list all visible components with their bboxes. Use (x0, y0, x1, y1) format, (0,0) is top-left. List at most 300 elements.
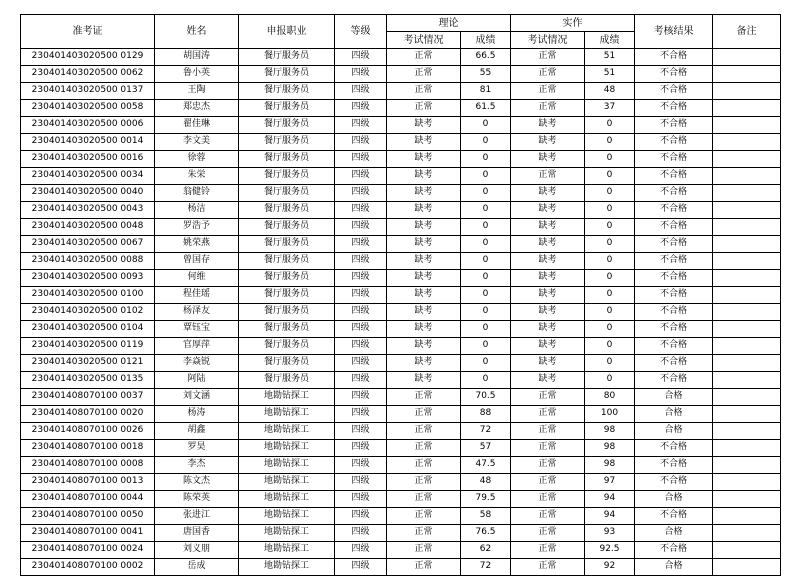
cell-practical-status: 缺考 (511, 287, 585, 304)
cell-occupation: 地勘钻探工 (239, 440, 335, 457)
cell-name: 阿陆 (155, 372, 239, 389)
cell-theory-status: 缺考 (387, 372, 461, 389)
results-table (20, 14, 781, 576)
cell-exam-no: 230401403020500 0093 (21, 270, 155, 287)
cell-result: 不合格 (635, 134, 713, 151)
cell-exam-no: 230401403020500 0006 (21, 117, 155, 134)
table-row (21, 457, 781, 474)
table-body (21, 49, 781, 576)
header-theory-status: 考试情况 (387, 32, 461, 49)
cell-level: 四级 (335, 338, 387, 355)
cell-exam-no: 230401408070100 0024 (21, 542, 155, 559)
cell-occupation: 地勘钻探工 (239, 559, 335, 576)
cell-name: 李杰 (155, 457, 239, 474)
cell-remark (713, 219, 781, 236)
cell-exam-no: 230401403020500 0088 (21, 253, 155, 270)
cell-practical-score: 51 (585, 49, 635, 66)
cell-theory-score: 0 (461, 185, 511, 202)
cell-practical-score: 94 (585, 508, 635, 525)
cell-practical-status: 正常 (511, 457, 585, 474)
table-row (21, 253, 781, 270)
cell-remark (713, 270, 781, 287)
cell-practical-score: 94 (585, 491, 635, 508)
cell-theory-score: 61.5 (461, 100, 511, 117)
cell-practical-status: 正常 (511, 559, 585, 576)
cell-theory-score: 0 (461, 219, 511, 236)
cell-occupation: 餐厅服务员 (239, 134, 335, 151)
cell-exam-no: 230401403020500 0058 (21, 100, 155, 117)
cell-practical-status: 缺考 (511, 117, 585, 134)
cell-name: 覃钰宝 (155, 321, 239, 338)
cell-theory-status: 正常 (387, 542, 461, 559)
cell-theory-status: 缺考 (387, 168, 461, 185)
cell-result: 合格 (635, 423, 713, 440)
cell-exam-no: 230401403020500 0121 (21, 355, 155, 372)
cell-exam-no: 230401403020500 0067 (21, 236, 155, 253)
cell-remark (713, 508, 781, 525)
table-row (21, 168, 781, 185)
cell-practical-score: 0 (585, 117, 635, 134)
header-practical-status: 考试情况 (511, 32, 585, 49)
header-remark: 备注 (713, 15, 781, 49)
cell-theory-score: 48 (461, 474, 511, 491)
table-row (21, 134, 781, 151)
cell-practical-score: 97 (585, 474, 635, 491)
cell-level: 四级 (335, 236, 387, 253)
cell-practical-status: 缺考 (511, 270, 585, 287)
cell-occupation: 餐厅服务员 (239, 49, 335, 66)
cell-exam-no: 230401403020500 0014 (21, 134, 155, 151)
table-row (21, 508, 781, 525)
table-row (21, 287, 781, 304)
table-row (21, 559, 781, 576)
cell-level: 四级 (335, 151, 387, 168)
cell-result: 不合格 (635, 270, 713, 287)
cell-remark (713, 253, 781, 270)
cell-result: 不合格 (635, 219, 713, 236)
header-practical: 实作 (511, 15, 635, 32)
cell-theory-score: 58 (461, 508, 511, 525)
cell-practical-score: 98 (585, 440, 635, 457)
cell-practical-score: 0 (585, 185, 635, 202)
cell-theory-status: 正常 (387, 100, 461, 117)
header-row-1 (21, 15, 781, 32)
cell-practical-score: 0 (585, 321, 635, 338)
cell-theory-status: 正常 (387, 525, 461, 542)
cell-remark (713, 83, 781, 100)
cell-result: 不合格 (635, 66, 713, 83)
cell-level: 四级 (335, 304, 387, 321)
cell-level: 四级 (335, 253, 387, 270)
cell-practical-status: 缺考 (511, 236, 585, 253)
cell-theory-score: 0 (461, 117, 511, 134)
cell-theory-status: 正常 (387, 508, 461, 525)
cell-theory-score: 47.5 (461, 457, 511, 474)
cell-exam-no: 230401403020500 0040 (21, 185, 155, 202)
cell-theory-status: 缺考 (387, 304, 461, 321)
cell-practical-score: 92 (585, 559, 635, 576)
cell-level: 四级 (335, 83, 387, 100)
cell-theory-status: 正常 (387, 423, 461, 440)
table-row (21, 440, 781, 457)
cell-result: 不合格 (635, 117, 713, 134)
cell-exam-no: 230401408070100 0037 (21, 389, 155, 406)
cell-result: 不合格 (635, 508, 713, 525)
cell-name: 胡国涛 (155, 49, 239, 66)
cell-practical-status: 正常 (511, 49, 585, 66)
cell-theory-score: 0 (461, 355, 511, 372)
header-result: 考核结果 (635, 15, 713, 49)
cell-theory-score: 0 (461, 236, 511, 253)
cell-theory-status: 正常 (387, 474, 461, 491)
cell-remark (713, 117, 781, 134)
cell-theory-score: 0 (461, 270, 511, 287)
cell-remark (713, 525, 781, 542)
cell-level: 四级 (335, 559, 387, 576)
cell-theory-status: 正常 (387, 440, 461, 457)
table-row (21, 372, 781, 389)
cell-name: 程佳瑶 (155, 287, 239, 304)
cell-remark (713, 134, 781, 151)
cell-occupation: 餐厅服务员 (239, 236, 335, 253)
header-theory: 理论 (387, 15, 511, 32)
table-row (21, 474, 781, 491)
cell-occupation: 餐厅服务员 (239, 338, 335, 355)
cell-occupation: 餐厅服务员 (239, 287, 335, 304)
cell-remark (713, 49, 781, 66)
cell-exam-no: 230401403020500 0104 (21, 321, 155, 338)
cell-result: 合格 (635, 491, 713, 508)
cell-result: 不合格 (635, 440, 713, 457)
cell-theory-status: 缺考 (387, 321, 461, 338)
cell-occupation: 餐厅服务员 (239, 304, 335, 321)
cell-result: 不合格 (635, 151, 713, 168)
cell-theory-score: 0 (461, 321, 511, 338)
cell-theory-score: 55 (461, 66, 511, 83)
cell-occupation: 餐厅服务员 (239, 219, 335, 236)
cell-level: 四级 (335, 168, 387, 185)
cell-practical-status: 缺考 (511, 202, 585, 219)
cell-remark (713, 372, 781, 389)
cell-result: 不合格 (635, 355, 713, 372)
cell-exam-no: 230401403020500 0016 (21, 151, 155, 168)
cell-practical-score: 0 (585, 355, 635, 372)
cell-remark (713, 423, 781, 440)
cell-exam-no: 230401403020500 0137 (21, 83, 155, 100)
cell-theory-score: 79.5 (461, 491, 511, 508)
cell-practical-score: 48 (585, 83, 635, 100)
cell-theory-score: 0 (461, 151, 511, 168)
cell-result: 不合格 (635, 202, 713, 219)
cell-theory-status: 正常 (387, 406, 461, 423)
table-row (21, 270, 781, 287)
cell-exam-no: 230401403020500 0102 (21, 304, 155, 321)
table-header (21, 15, 781, 49)
cell-theory-score: 0 (461, 287, 511, 304)
header-name: 姓名 (155, 15, 239, 49)
cell-practical-status: 缺考 (511, 372, 585, 389)
cell-theory-score: 57 (461, 440, 511, 457)
cell-name: 朱栄 (155, 168, 239, 185)
table-row (21, 355, 781, 372)
table-row (21, 219, 781, 236)
cell-theory-status: 正常 (387, 389, 461, 406)
cell-theory-score: 72 (461, 423, 511, 440)
cell-result: 不合格 (635, 236, 713, 253)
cell-theory-score: 0 (461, 338, 511, 355)
table-row (21, 236, 781, 253)
cell-result: 不合格 (635, 474, 713, 491)
cell-result: 不合格 (635, 338, 713, 355)
cell-occupation: 餐厅服务员 (239, 151, 335, 168)
cell-remark (713, 542, 781, 559)
cell-name: 翁健铃 (155, 185, 239, 202)
cell-level: 四级 (335, 389, 387, 406)
cell-theory-score: 0 (461, 304, 511, 321)
cell-practical-score: 92.5 (585, 542, 635, 559)
cell-level: 四级 (335, 117, 387, 134)
cell-occupation: 餐厅服务员 (239, 355, 335, 372)
cell-theory-status: 缺考 (387, 134, 461, 151)
cell-occupation: 餐厅服务员 (239, 83, 335, 100)
cell-level: 四级 (335, 457, 387, 474)
cell-name: 杨洁 (155, 202, 239, 219)
cell-remark (713, 185, 781, 202)
cell-practical-score: 0 (585, 304, 635, 321)
cell-occupation: 餐厅服务员 (239, 372, 335, 389)
cell-theory-status: 缺考 (387, 236, 461, 253)
cell-result: 合格 (635, 389, 713, 406)
cell-level: 四级 (335, 440, 387, 457)
cell-theory-status: 缺考 (387, 338, 461, 355)
table-row (21, 117, 781, 134)
cell-occupation: 餐厅服务员 (239, 117, 335, 134)
cell-name: 曾国存 (155, 253, 239, 270)
cell-level: 四级 (335, 372, 387, 389)
cell-name: 罗昊 (155, 440, 239, 457)
cell-occupation: 地勘钻探工 (239, 423, 335, 440)
cell-exam-no: 230401403020500 0043 (21, 202, 155, 219)
cell-theory-score: 0 (461, 372, 511, 389)
cell-remark (713, 100, 781, 117)
cell-theory-score: 72 (461, 559, 511, 576)
cell-result: 不合格 (635, 185, 713, 202)
table-row (21, 202, 781, 219)
cell-name: 罗浩予 (155, 219, 239, 236)
cell-remark (713, 338, 781, 355)
cell-practical-score: 0 (585, 253, 635, 270)
cell-name: 翟佳琳 (155, 117, 239, 134)
cell-exam-no: 230401408070100 0013 (21, 474, 155, 491)
cell-result: 不合格 (635, 100, 713, 117)
cell-practical-score: 80 (585, 389, 635, 406)
cell-exam-no: 230401403020500 0034 (21, 168, 155, 185)
cell-practical-status: 缺考 (511, 219, 585, 236)
cell-exam-no: 230401403020500 0119 (21, 338, 155, 355)
cell-occupation: 餐厅服务员 (239, 321, 335, 338)
cell-practical-status: 正常 (511, 440, 585, 457)
table-row (21, 100, 781, 117)
cell-result: 合格 (635, 525, 713, 542)
cell-level: 四级 (335, 219, 387, 236)
cell-result: 不合格 (635, 253, 713, 270)
cell-result: 不合格 (635, 542, 713, 559)
cell-occupation: 餐厅服务员 (239, 66, 335, 83)
cell-level: 四级 (335, 491, 387, 508)
cell-level: 四级 (335, 49, 387, 66)
cell-exam-no: 230401408070100 0018 (21, 440, 155, 457)
cell-practical-score: 0 (585, 236, 635, 253)
cell-remark (713, 168, 781, 185)
cell-level: 四级 (335, 100, 387, 117)
cell-occupation: 餐厅服务员 (239, 100, 335, 117)
table-row (21, 406, 781, 423)
header-practical-score: 成绩 (585, 32, 635, 49)
cell-name: 陈荣英 (155, 491, 239, 508)
cell-practical-status: 缺考 (511, 253, 585, 270)
cell-exam-no: 230401408070100 0020 (21, 406, 155, 423)
cell-theory-score: 0 (461, 168, 511, 185)
cell-practical-score: 98 (585, 423, 635, 440)
header-occupation: 申报职业 (239, 15, 335, 49)
cell-result: 合格 (635, 559, 713, 576)
cell-theory-score: 88 (461, 406, 511, 423)
cell-occupation: 地勘钻探工 (239, 542, 335, 559)
cell-practical-score: 0 (585, 270, 635, 287)
cell-exam-no: 230401403020500 0062 (21, 66, 155, 83)
table-row (21, 423, 781, 440)
cell-practical-status: 正常 (511, 83, 585, 100)
cell-theory-status: 缺考 (387, 219, 461, 236)
cell-theory-status: 缺考 (387, 270, 461, 287)
cell-occupation: 餐厅服务员 (239, 253, 335, 270)
cell-name: 官厚萍 (155, 338, 239, 355)
cell-exam-no: 230401408070100 0050 (21, 508, 155, 525)
cell-name: 李焱锐 (155, 355, 239, 372)
table-row (21, 389, 781, 406)
cell-theory-status: 正常 (387, 49, 461, 66)
cell-occupation: 餐厅服务员 (239, 168, 335, 185)
cell-theory-score: 0 (461, 253, 511, 270)
cell-practical-status: 正常 (511, 406, 585, 423)
cell-result: 不合格 (635, 372, 713, 389)
cell-level: 四级 (335, 66, 387, 83)
cell-practical-score: 37 (585, 100, 635, 117)
cell-practical-status: 缺考 (511, 321, 585, 338)
cell-level: 四级 (335, 406, 387, 423)
cell-exam-no: 230401403020500 0048 (21, 219, 155, 236)
cell-theory-score: 0 (461, 202, 511, 219)
table-row (21, 304, 781, 321)
cell-level: 四级 (335, 202, 387, 219)
cell-practical-status: 正常 (511, 100, 585, 117)
cell-level: 四级 (335, 287, 387, 304)
cell-exam-no: 230401403020500 0100 (21, 287, 155, 304)
cell-theory-status: 正常 (387, 491, 461, 508)
cell-name: 郑忠杰 (155, 100, 239, 117)
cell-occupation: 餐厅服务员 (239, 202, 335, 219)
cell-remark (713, 66, 781, 83)
cell-remark (713, 355, 781, 372)
cell-theory-score: 81 (461, 83, 511, 100)
table-row (21, 491, 781, 508)
cell-remark (713, 287, 781, 304)
cell-practical-score: 0 (585, 338, 635, 355)
cell-remark (713, 440, 781, 457)
cell-exam-no: 230401403020500 0129 (21, 49, 155, 66)
cell-result: 不合格 (635, 321, 713, 338)
cell-practical-status: 缺考 (511, 338, 585, 355)
cell-name: 姚荣燕 (155, 236, 239, 253)
cell-theory-score: 70.5 (461, 389, 511, 406)
cell-theory-score: 0 (461, 134, 511, 151)
cell-name: 徐蓉 (155, 151, 239, 168)
cell-name: 杨涛 (155, 406, 239, 423)
cell-occupation: 地勘钻探工 (239, 389, 335, 406)
cell-theory-score: 62 (461, 542, 511, 559)
cell-theory-status: 正常 (387, 83, 461, 100)
table-row (21, 542, 781, 559)
cell-practical-status: 正常 (511, 525, 585, 542)
cell-result: 不合格 (635, 168, 713, 185)
cell-level: 四级 (335, 321, 387, 338)
table-row (21, 338, 781, 355)
cell-practical-score: 51 (585, 66, 635, 83)
cell-practical-score: 0 (585, 202, 635, 219)
cell-practical-status: 缺考 (511, 304, 585, 321)
cell-name: 唐国香 (155, 525, 239, 542)
cell-practical-score: 0 (585, 168, 635, 185)
cell-remark (713, 321, 781, 338)
cell-name: 陈文杰 (155, 474, 239, 491)
cell-level: 四级 (335, 474, 387, 491)
cell-remark (713, 474, 781, 491)
cell-theory-status: 正常 (387, 559, 461, 576)
cell-practical-status: 正常 (511, 508, 585, 525)
cell-level: 四级 (335, 525, 387, 542)
cell-name: 杨泽友 (155, 304, 239, 321)
cell-remark (713, 457, 781, 474)
cell-result: 不合格 (635, 287, 713, 304)
table-row (21, 49, 781, 66)
cell-theory-status: 缺考 (387, 202, 461, 219)
cell-practical-score: 0 (585, 287, 635, 304)
cell-level: 四级 (335, 508, 387, 525)
cell-name: 张进江 (155, 508, 239, 525)
cell-occupation: 地勘钻探工 (239, 406, 335, 423)
header-exam-no: 准考证 (21, 15, 155, 49)
cell-remark (713, 406, 781, 423)
cell-practical-score: 0 (585, 151, 635, 168)
cell-occupation: 餐厅服务员 (239, 270, 335, 287)
cell-practical-score: 0 (585, 372, 635, 389)
cell-practical-status: 正常 (511, 542, 585, 559)
cell-name: 刘义朋 (155, 542, 239, 559)
cell-level: 四级 (335, 270, 387, 287)
cell-level: 四级 (335, 134, 387, 151)
table-row (21, 151, 781, 168)
cell-practical-status: 正常 (511, 389, 585, 406)
cell-practical-status: 缺考 (511, 185, 585, 202)
cell-remark (713, 389, 781, 406)
cell-name: 何维 (155, 270, 239, 287)
cell-theory-status: 缺考 (387, 355, 461, 372)
table-row (21, 321, 781, 338)
cell-theory-status: 缺考 (387, 185, 461, 202)
cell-remark (713, 236, 781, 253)
cell-practical-status: 正常 (511, 423, 585, 440)
cell-theory-score: 76.5 (461, 525, 511, 542)
